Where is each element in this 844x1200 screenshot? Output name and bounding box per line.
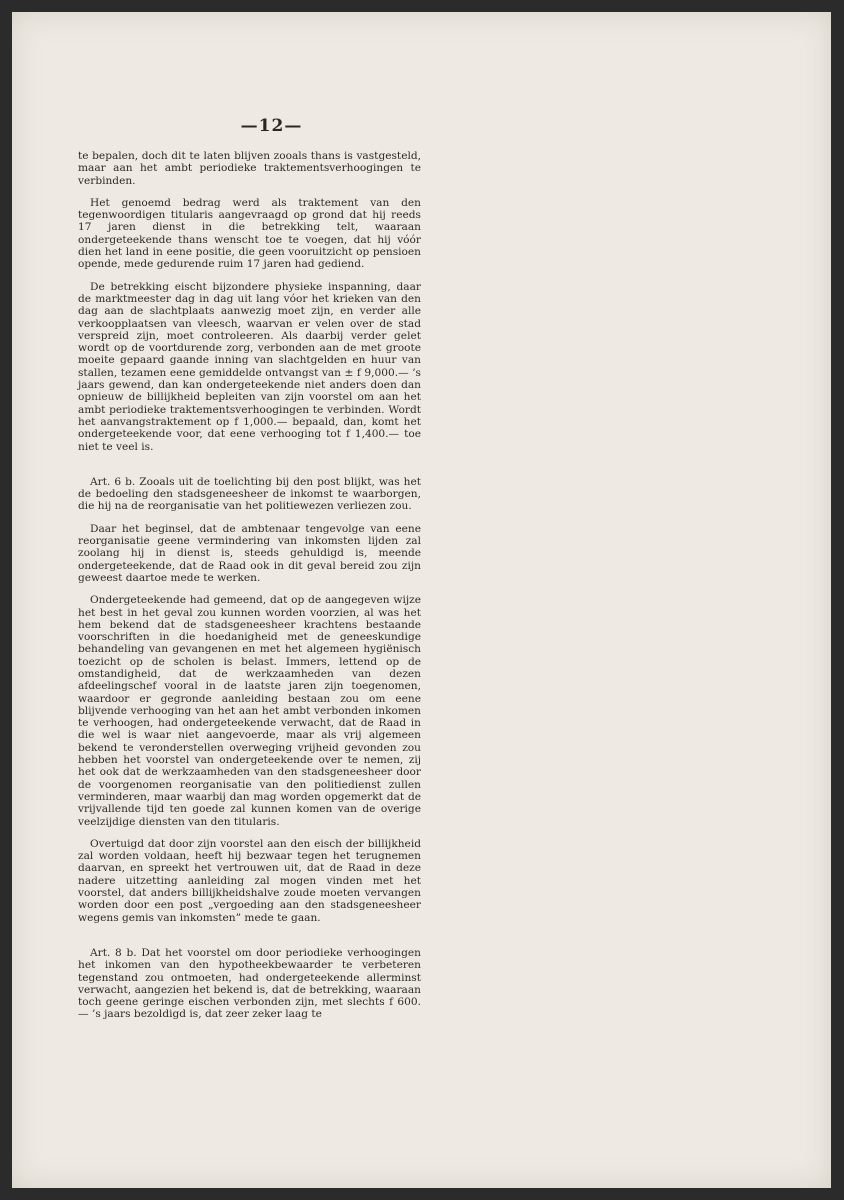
document-page — [12, 12, 831, 1188]
text-column — [78, 150, 421, 1021]
page-number: —12— — [240, 116, 303, 136]
paragraph-2: Het genoemd bedrag werd als traktement van den tegenwoordigen titularis aangevraagd op grond dat hij reeds 17 jaren dienst in die betrekking telt, waaraan ondergeteekende thans wenscht toe te voegen, dat hij vóór dien het land in eene positie, die geen vooruitzicht op pensioen opende, mede gedurende ruim 17 jaren had gediend. — [78, 196, 421, 271]
paragraph-art-6b: Art. 6 b. Zooals uit de toelichting bij den post blijkt, was het de bedoeling den stadsgeneesheer de inkomst te waarborgen, die hij na de reorganisatie van het politiewezen verliezen zou. — [78, 475, 421, 513]
paragraph-3: De betrekking eischt bijzondere physieke inspanning, daar de marktmeester dag in dag uit lang vóor het krieken van den dag aan de slachtplaats aanwezig moet zijn, en verder alle verkoopplaatsen van vleesch, waarvan er velen over de stad verspreid zijn, moet controleeren. Als daarbij verder gelet wordt op de voortdurende zorg, verbonden aan de met groote moeite gepaard gaande inning van slachtgelden en huur van stallen, tezamen eene gemiddelde ontvangst van ± f 9,000.— ’s jaars gewend, dan kan ondergeteekende niet anders doen dan opnieuw de billijkheid bepleiten van zijn voorstel om aan het ambt periodieke traktementsverhoogingen te verbinden. Wordt het aanvangstraktement op f 1,000.— bepaald, dan, komt het ondergeteekende voor, dat eene verhooging tot f 1,400.— toe niet te veel is. — [78, 280, 421, 453]
paragraph-6: Ondergeteekende had gemeend, dat op de aangegeven wijze het best in het geval zou kunnen worden voorzien, al was het hem bekend dat de stadsgeneesheer krachtens bestaande voorschriften in die hoedanigheid met de geneeskundige behandeling van gevangenen en met het algemeen hygiënisch toezicht op de scholen is belast. Immers, lettend op de omstandigheid, dat de werkzaamheden van dezen afdeelingschef vooral in de laatste jaren zijn toegenomen, waardoor er gegronde aanleiding bestaan zou om eene blijvende verhooging van het aan het ambt verbonden inkomen te verhoogen, had ondergeteekende verwacht, dat de Raad in die wel is waar niet aangevoerde, maar als vrij algemeen bekend te veronderstellen overweging vrijheid gevonden zou hebben het voorstel van ondergeteekende over te nemen, zij het ook dat de werkzaamheden van den stadsgeneesheer door de voorgenomen reorganisatie van den politiedienst zullen verminderen, maar waarbij dan mag worden opgemerkt dat de vrijvallende tijd ten goede zal kunnen komen van de overige veelzijdige diensten van den titularis. — [78, 594, 421, 828]
paragraph-5: Daar het beginsel, dat de ambtenaar tengevolge van eene reorganisatie geene vermindering van inkomsten lijden zal zoolang hij in dienst is, steeds gehuldigd is, meende ondergeteekende, dat de Raad ook in dit geval bereid zou zijn geweest daartoe mede te werken. — [78, 522, 421, 584]
paragraph-7: Overtuigd dat door zijn voorstel aan den eisch der billijkheid zal worden voldaan, heeft hij bezwaar tegen het terugnemen daarvan, en spreekt het vertrouwen uit, dat de Raad in deze nadere uitzetting aanleiding zal mogen vinden met het voorstel, dat anders billijkheidshalve zoude moeten vervangen worden door een post „vergoeding aan den stadsgeneesheer wegens gemis van inkomsten” mede te gaan. — [78, 837, 421, 924]
paragraph-1: te bepalen, doch dit te laten blijven zooals thans is vastgesteld, maar aan het ambt periodieke traktementsverhoogingen te verbinden. — [78, 150, 421, 187]
paragraph-art-8b: Art. 8 b. Dat het voorstel om door periodieke verhoogingen het inkomen van den hypotheekbewaarder te verbeteren tegenstand zou ontmoeten, had ondergeteekende allerminst verwacht, aangezien het bekend is, dat de betrekking, waaraan toch geene geringe eischen verbonden zijn, met slechts f 600.— ’s jaars bezoldigd is, dat zeer zeker laag te — [78, 946, 421, 1021]
